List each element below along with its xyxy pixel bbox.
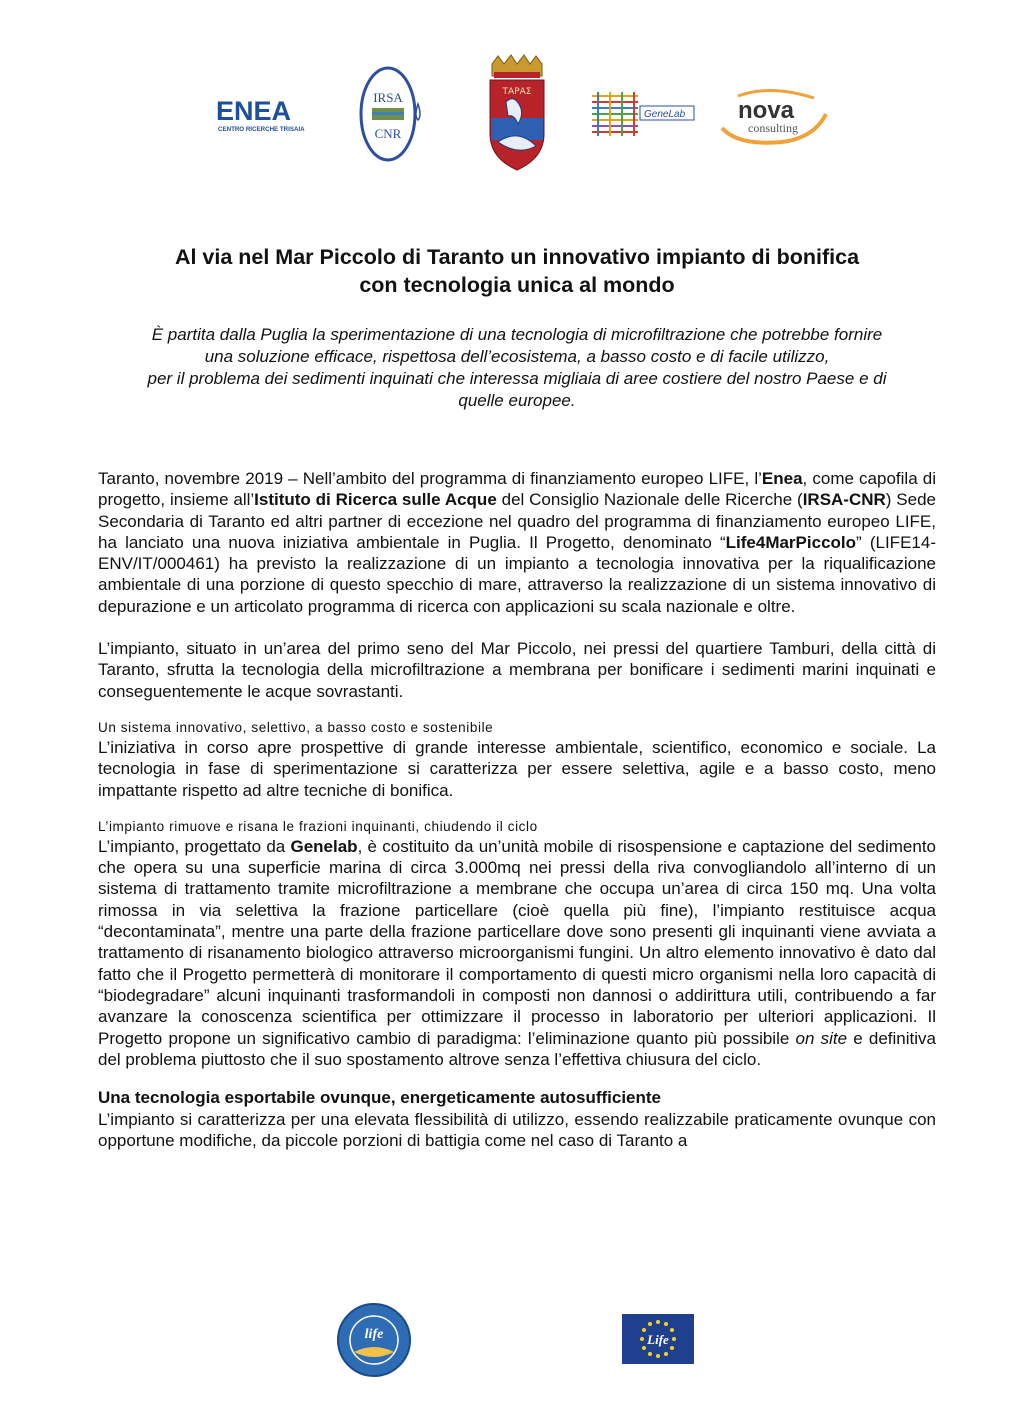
p4-bold-genelab: Genelab — [290, 836, 358, 856]
paragraph-intro — [98, 468, 936, 617]
enea-logo — [214, 94, 310, 134]
life-left-text: life — [364, 1327, 384, 1342]
irsa-logo-bottom: CNR — [374, 126, 402, 141]
section-heading-1: Un sistema innovativo, selettivo, a basso costo e sostenibile — [98, 719, 494, 735]
p1-text-1: Taranto, novembre 2019 – Nell’ambito del programma di finanziamento europeo LIFE, l’ — [98, 469, 762, 488]
life-eu-text: Life — [647, 1332, 669, 1347]
genelab-logo-name: GeneLab — [644, 109, 686, 120]
p1-text-2: , come capofila di progetto, insieme all’ — [98, 469, 936, 510]
p1-text-4: ) Sede Secondaria di Taranto ed altri partner di eccezione nel quadro del programma di finanziamento europeo LIFE, ha lanciato una nuova iniziativa ambientale in Puglia. Il Progetto, denominato “ — [98, 490, 936, 552]
enea-logo-name: ENEA — [216, 96, 292, 126]
genelab-logo — [588, 90, 700, 142]
p1-bold-project: Life4MarPiccolo — [725, 532, 857, 552]
subtitle-line-1: È partita dalla Puglia la sperimentazione di una tecnologia di microfiltrazione che potrebbe fornire — [151, 325, 883, 344]
irsa-cnr-logo — [358, 64, 428, 164]
p4-text-3: e definitiva del problema piuttosto che il suo spostamento altrove senza l’effettiva chiusura del ciclo. — [98, 1028, 936, 1069]
nova-logo-name: nova — [738, 97, 795, 124]
p1-bold-irsa: IRSA-CNR — [802, 490, 886, 510]
taranto-logo-text: ΤΑΡΑΣ — [502, 87, 532, 97]
enea-logo-caption: CENTRO RICERCHE TRISAIA — [218, 126, 305, 133]
p4-text-1: L’impianto, progettato da — [98, 836, 291, 856]
title-line-1: Al via nel Mar Piccolo di Taranto un innovativo impianto di bonifica — [174, 245, 860, 269]
irsa-logo-top: IRSA — [373, 90, 403, 105]
subtitle-line-2: una soluzione efficace, rispettosa dell’ecosistema, a basso costo e di facile utilizzo, — [204, 347, 830, 366]
section-heading-3: Una tecnologia esportabile ovunque, energeticamente autosufficiente — [98, 1088, 662, 1108]
p1-bold-institute: Istituto di Ricerca sulle Acque — [254, 490, 497, 510]
title-line-2: con tecnologia unica al mondo — [359, 273, 675, 297]
paragraph-initiative: L’iniziativa in corso apre prospettive di grande interesse ambientale, scientifico, economico e sociale. La tecnologia in fase di sperimentazione si caratterizza per essere selettiva, agile e a basso costo, meno impattante rispetto ad altre tecniche di bonifica. — [98, 737, 936, 800]
subtitle-line-3: per il problema dei sedimenti inquinati che interessa migliaia di aree costiere del nostro Paese e di — [147, 369, 887, 388]
paragraph-genelab — [98, 836, 936, 1070]
p1-bold-enea: Enea — [761, 469, 803, 488]
subtitle-line-4: quelle europee. — [458, 391, 576, 410]
p4-text-2: , è costituito da un’unità mobile di risospensione e captazione del sedimento che opera su una superficie marina di circa 3.000mq nei pressi della riva convogliandolo all’interno di un sistema di trattamento tramite microfiltrazione a membrane che occupa un’area di circa 150 mq. Una volta rimossa in via selettiva la frazione particellare (cioè quella più fine), l’impianto restituisce acqua “decontaminata”, mentre una parte della frazione particellare dove sono presenti gli inquinanti viene avviata a trattamento di risanamento biologico attraverso microorganismi fungini. Un altro elemento innovativo è dato dal fatto che il Progetto permetterà di monitorare il comportamento di questi micro organismi nella loro capacità di “biodegradare” alcuni inquinanti trasformandoli in composti non dannosi o addirittura utili, contribuendo a far avanzare la conoscenza scientifica per ottimizzare il processo in laboratorio per ulteriori applicazioni. Il Progetto propone un significativo cambio di paradigma: l’eliminazione quanto più possibile — [98, 836, 936, 1048]
taranto-coat-of-arms — [484, 54, 550, 172]
page-title — [90, 243, 944, 299]
article-body — [98, 468, 936, 1152]
paragraph-export: L’impianto si caratterizza per una elevata flessibilità di utilizzo, essendo realizzabile praticamente ovunque con opportune modifiche, da piccole porzioni di battigia come nel caso di Taranto a — [98, 1110, 936, 1151]
p4-italic-onsite: on site — [795, 1028, 848, 1048]
nova-consulting-logo — [718, 84, 830, 148]
p1-text-3: del Consiglio Nazionale delle Ricerche ( — [496, 490, 803, 510]
page-subtitle — [90, 324, 944, 412]
paragraph-plant: L’impianto, situato in un’area del primo seno del Mar Piccolo, nei pressi del quartiere Tamburi, della città di Taranto, sfrutta la tecnologia della microfiltrazione a membrana per bonificare i sedimenti marini inquinati e conseguentemente le acque sovrastanti. — [98, 639, 936, 701]
nova-logo-sub: consulting — [748, 121, 798, 135]
p1-text-5: ” (LIFE14-ENV/IT/000461) ha previsto la realizzazione di un impianto a tecnologia innovativa per la riqualificazione ambientale di una porzione di questo specchio di mare, attraverso la realizzazione di un sistema innovativo di depurazione e un articolato programma di ricerca con applicazioni su scala nazionale e oltre. — [98, 532, 936, 616]
life4marpiccolo-logo — [336, 1302, 412, 1378]
section-heading-2: L’impianto rimuove e risana le frazioni inquinanti, chiudendo il ciclo — [98, 818, 538, 834]
eu-life-logo — [622, 1314, 694, 1364]
